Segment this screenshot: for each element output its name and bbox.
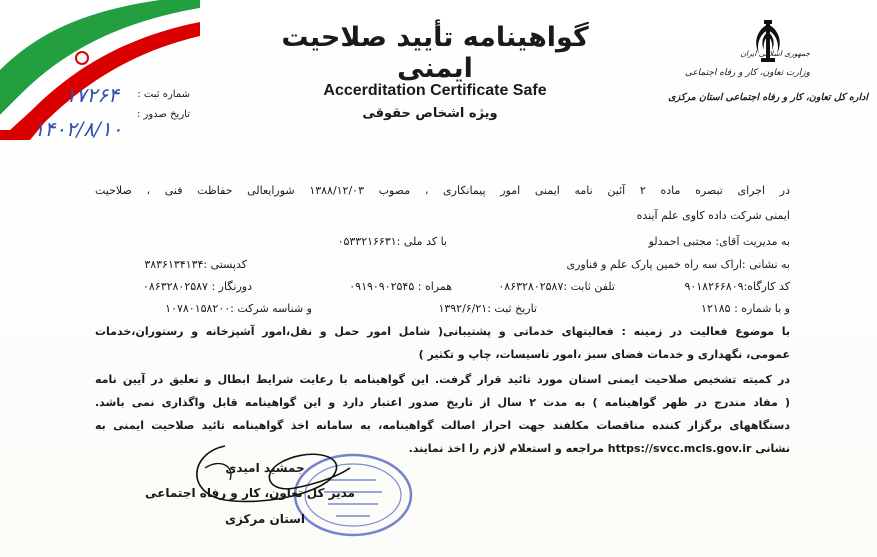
approval-line-1: در کمیته تشخیص صلاحیت ایمنی استان مورد تائید قرار گرفت. این گواهینامه با رعایت شرایط ابطال و تعلیق در آیین نامه <box>95 373 790 386</box>
certificate-subtitle: ویژه اشخاص حقوقی <box>362 106 498 121</box>
issue-date-label: تاریخ صدور : <box>136 109 190 120</box>
signer-province: استان مرکزی <box>224 512 306 526</box>
certificate-title: گواهینامه تأیید صلاحیت ایمنی <box>281 22 589 84</box>
manager-name: به مدیریت آقای: مجتبی احمدلو <box>648 235 790 248</box>
org-country: جمهوری اسلامی ایران <box>740 49 810 58</box>
postal-code: کدپستی :۳۸۳۶۱۳۴۱۳۴ <box>144 258 247 271</box>
org-directorate: اداره کل تعاون، کار و رفاه اجتماعی استان مرکزی <box>668 92 868 103</box>
activity-line-1: با موضوع فعالیت در زمینه : فعالیتهای خدماتی و پشتیبانی( شامل امور حمل و نقل،امور آشپزخانه و رستوران،خدمات <box>95 325 790 338</box>
mobile-phone: همراه : ۰۹۱۹۰۹۰۲۵۴۵ <box>349 280 452 293</box>
workshop-code: کد کارگاه:۹۰۱۸۲۶۶۸۰۹ <box>684 280 790 293</box>
signer-title: مدیر کل تعاون، کار و رفاه اجتماعی <box>145 486 355 500</box>
company-address: به نشانی :اراک سه راه خمین پارک علم و فناوری <box>566 258 790 271</box>
approval-line-2: ( مفاد مندرج در ظهر گواهینامه ) به مدت ۲ سال از تاریخ صدور اعتبار دارد و این گواهینامه قابل واگذاری نمی باشد. <box>95 396 791 409</box>
national-id: با کد ملی :۰۵۳۳۲۱۶۶۳۱ <box>337 235 447 248</box>
landline-phone: تلفن ثابت :۰۸۶۳۲۸۰۲۵۸۷ <box>498 280 615 293</box>
issue-date-handwritten: ۱۴۰۲/۸/۱۰ <box>33 117 123 141</box>
company-national-id: و شناسه شرکت :۱۰۷۸۰۱۵۸۲۰۰ <box>165 302 312 315</box>
intro-line-2: ایمنی شرکت داده کاوی علم آینده <box>636 209 790 222</box>
company-registration-number: و با شماره : ۱۲۱۸۵ <box>701 302 790 315</box>
certificate-title-english: Accerditation Certificate Safe <box>323 82 547 99</box>
company-registration-date: تاریخ ثبت :۱۳۹۲/۶/۲۱ <box>438 302 537 315</box>
approval-line-3: دستگاههای برگزار کننده مناقصات مکلفند جهت احراز اصالت گواهینامه، به سامانه اخذ گواهینامه تائید صلاحیت ایمنی به <box>95 419 790 432</box>
fax-number: دورنگار : ۰۸۶۳۲۸۰۲۵۸۷ <box>142 280 252 293</box>
intro-line-1: در اجرای تبصره ماده ۲ آئین نامه ایمنی امور پیمانکاری ، مصوب ۱۳۸۸/۱۲/۰۳ شورایعالی حفاظت فنی ، صلاحیت <box>95 184 790 197</box>
registration-number-handwritten: ۱۷۲۶۴ <box>65 83 119 107</box>
org-ministry: وزارت تعاون، کار و رفاه اجتماعی <box>684 68 810 78</box>
signer-name: جمشید امیدی <box>225 461 305 475</box>
approval-line-4: نشانی https://svcc.mcls.gov.ir مراجعه و استعلام لازم را اخذ نمایند. <box>408 442 790 455</box>
activity-line-2: عمومی، نگهداری و خدمات فضای سبز ،امور تاسیسات، چاپ و تکثیر ) <box>418 348 790 361</box>
registration-number-label: شماره ثبت : <box>137 89 190 100</box>
